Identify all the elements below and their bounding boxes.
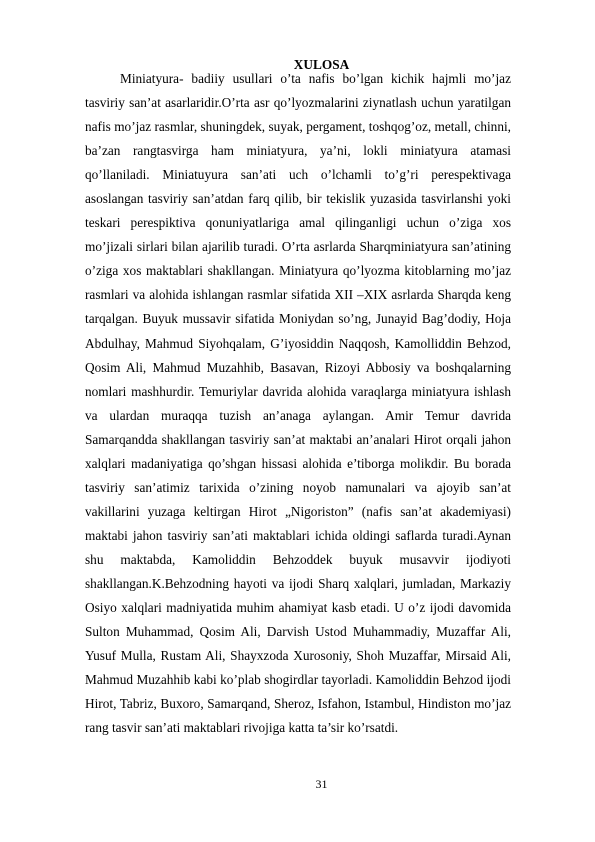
page-title: XULOSA bbox=[293, 57, 350, 72]
page-number: 31 bbox=[315, 777, 328, 791]
body-paragraph: Miniatyura- badiiy usullari o’ta nafis bo’lgan kichik hajmli mo’jaz tasviriy san’at asarlaridir.O’rta asr qo’lyozmalarini ziynatlash uchun yaratilgan nafis mo’jaz rasmlar, shuningdek, suyak, pergament, toshqog’oz, metall, chinni, ba’zan rangtasvirga ham miniatyura, ya’ni, lokli miniatyura atamasi qo’llaniladi. Miniatuyura san’ati uch o’lchamli to’g’ri perespektivaga asoslangan tasviriy san’atdan farq qilib, bir tekislik yuzasida tasvirlanshi yoki teskari perespiktiva qonuniyatlariga amal qilinganligi uchun o’ziga xos mo’jizali sirlari bilan ajarilib turadi. O’rta asrlarda Sharqminiatyura san’atining o’ziga xos maktablari shakllangan. Miniatyura qo’lyozma kitoblarning mo’jaz rasmlari va alohida ishlangan rasmlar sifatida XII –XIX asrlarda Sharqda keng tarqalgan. Buyuk mussavir sifatida Moniydan so’ng, Junayid Bag’dodiy, Hoja Abdulhay, Mahmud Siyohqalam, G’iyosiddin Naqqosh, Kamolliddin Behzod, Qosim Ali, Mahmud Muzahhib, Basavan, Rizoyi Abbosiy va boshqalarning nomlari mashhurdir. Temuriylar davrida alohida varaqlarga miniatyura ishlash va ulardan muraqqa tuzish an’anaga aylangan. Amir Temur davrida Samarqandda shakllangan tasviriy san’at maktabi an’analari Hirot orqali jahon xalqlari madaniyatiga qo’shgan hissasi alohida e’tiborga molikdir. Bu borada tasviriy san’atimiz tarixida o’zining noyob namunalari va ajoyib san’at vakillarini yuzaga keltirgan Hirot „Nigoriston” (nafis san’at akademiyasi) maktabi jahon tasviriy san’ati maktablari ichida oldingi saflarda turadi.Aynan shu maktabda, Kamoliddin Behzoddek buyuk musavvir ijodiyoti shakllangan.K.Behzodning hayoti va ijodi Sharq xalqlari, jumladan, Markaziy Osiyo xalqlari madniyatida muhim ahamiyat kasb etadi. U o’z ijodi davomida Sulton Muhammad, Qosim Ali, Darvish Ustod Muhammadiy, Muzaffar Ali, Yusuf Mulla, Rustam Ali, Shayxzoda Xurosoniy, Shoh Muzaffar, Mirsaid Ali, Mahmud Muzahhib kabi ko’plab shogirdlar tayorladi. Kamoliddin Behzod ijodi Hirot, Tabriz, Buxoro, Samarqand, Sheroz, Isfahon, Istambul, Hindiston mo’jaz rang tasvir san’ati maktablari rivojiga katta ta’sir ko’rsatdi. bbox=[85, 71, 511, 736]
